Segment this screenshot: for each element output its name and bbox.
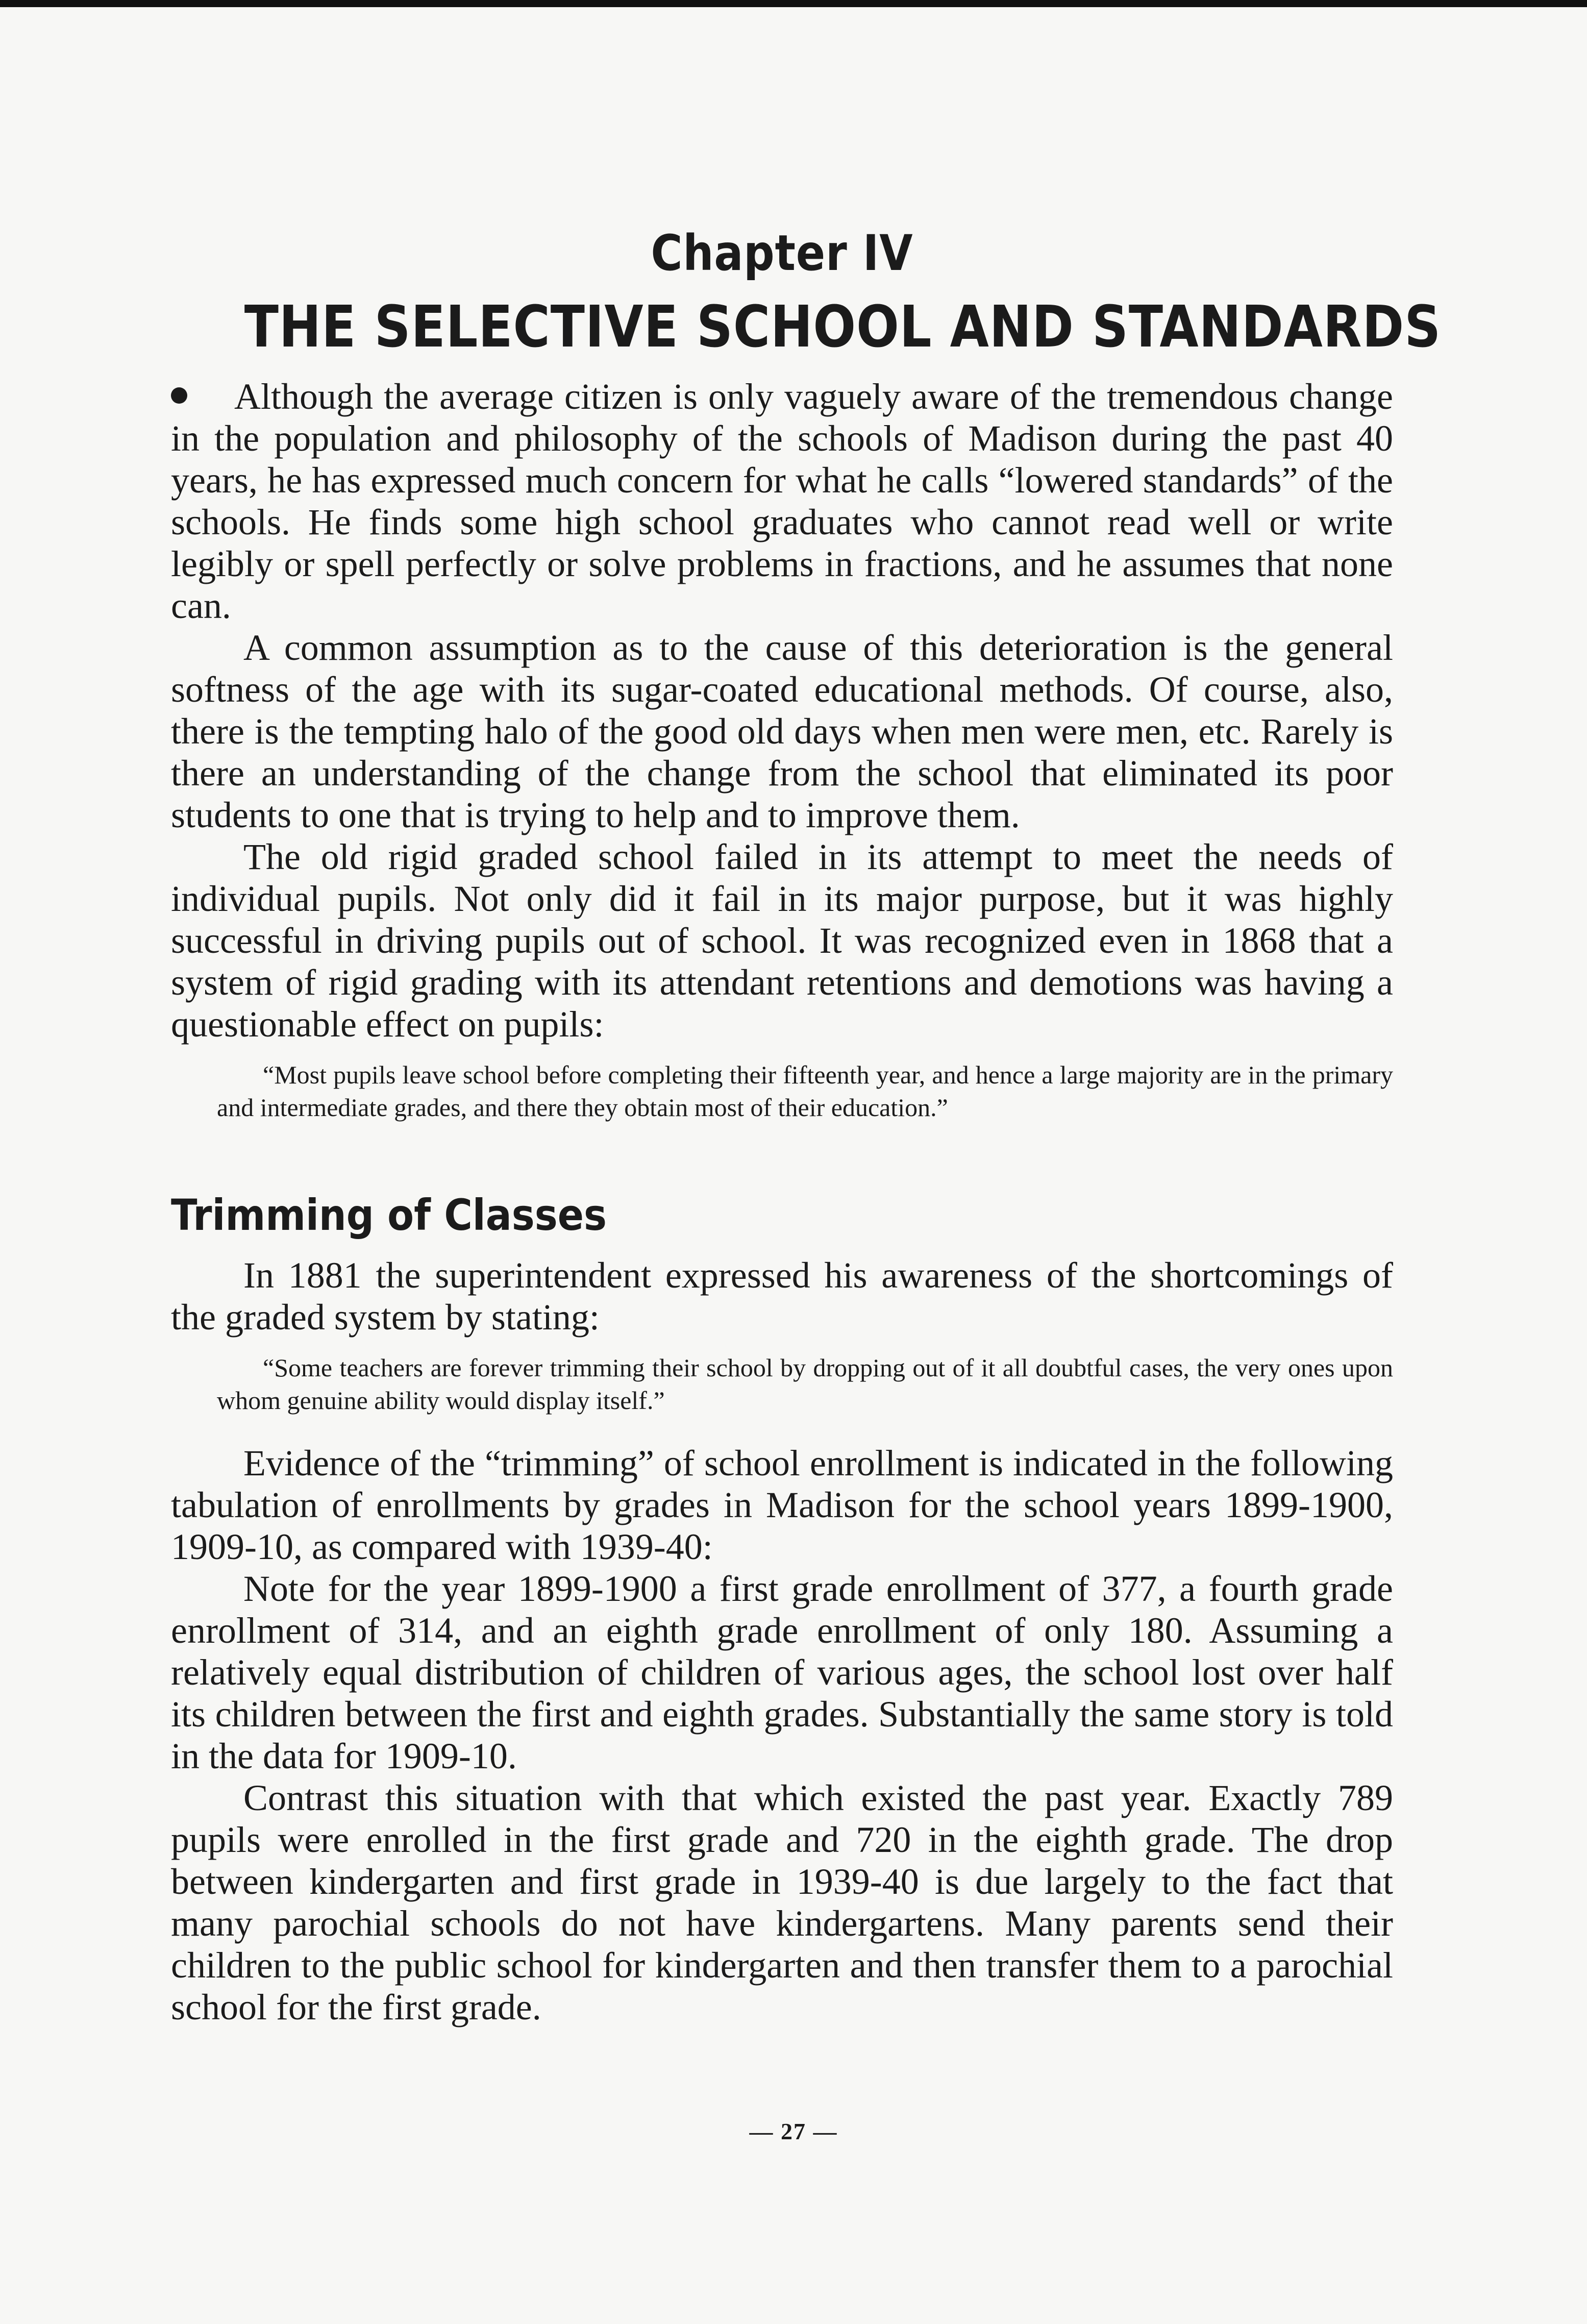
paragraph-intro-text: Although the average citizen is only vaguely aware of the tremendous change in the population and philosophy of the schools of Madison during the past 40 years, he has expressed much concern for what he calls “lowered standards” of the schools. He finds some high school graduates who cannot read well or write legibly or spell perfectly or solve problems in fractions, and he assumes that none can. (171, 376, 1393, 626)
chapter-title: THE SELECTIVE SCHOOL AND STANDARDS (244, 294, 1442, 360)
top-border-rule (0, 0, 1587, 7)
page-content (171, 225, 1442, 2028)
section-paragraph-3: Note for the year 1899-1900 a first grade enrollment of 377, a fourth grade enrollment of 314, and an eighth grade enrollment of only 180. Assuming a relatively equal distribution of children of various ages, the school lost over half its children between the first and eighth grades. Substantially the same story is told in the data for 1909-10. (171, 1568, 1393, 1776)
page-number: — 27 — (749, 2118, 838, 2144)
section-paragraph-4: Contrast this situation with that which existed the past year. Exactly 789 pupils were enrolled in the first grade and 720 in the eighth grade. The drop between kindergarten and first grade in 1939-40 is due largely to the fact that many parochial schools do not have kindergartens. Many parents send their children to the public school for kindergarten and then transfer them to a parochial school for the first grade. (171, 1777, 1393, 2028)
section-paragraph-1: In 1881 the superintendent expressed his awareness of the shortcomings of the graded system by stating: (171, 1255, 1393, 1338)
paragraph-intro (171, 376, 1393, 627)
chapter-label: Chapter IV (651, 225, 913, 282)
section-paragraph-2: Evidence of the “trimming” of school enrollment is indicated in the following tabulation of enrollments by grades in Madison for the school years 1899-1900, 1909-10, as compared with 1939-40: (171, 1443, 1393, 1567)
section-heading-trimming: Trimming of Classes (171, 1190, 607, 1240)
bullet-icon (171, 387, 187, 404)
block-quote-1881: “Some teachers are forever trimming their school by dropping out of it all doubtful cases, the very ones upon whom genuine ability would display itself.” (217, 1353, 1393, 1415)
paragraph-3: The old rigid graded school failed in its attempt to meet the needs of individual pupils. Not only did it fail in its major purpose, but it was highly successful in driving pupils out of school. It was recognized even in 1868 that a system of rigid grading with its attendant retentions and demotions was having a questionable effect on pupils: (171, 836, 1393, 1045)
paragraph-2: A common assumption as to the cause of this deterioration is the general softness of the age with its sugar-coated educational methods. Of course, also, there is the tempting halo of the good old days when men were men, etc. Rarely is there an understanding of the change from the school that eliminated its poor students to one that is trying to help and to improve them. (171, 627, 1393, 835)
block-quote-1868: “Most pupils leave school before completing their fifteenth year, and hence a large majority are in the primary and intermediate grades, and there they obtain most of their education.” (217, 1060, 1393, 1122)
